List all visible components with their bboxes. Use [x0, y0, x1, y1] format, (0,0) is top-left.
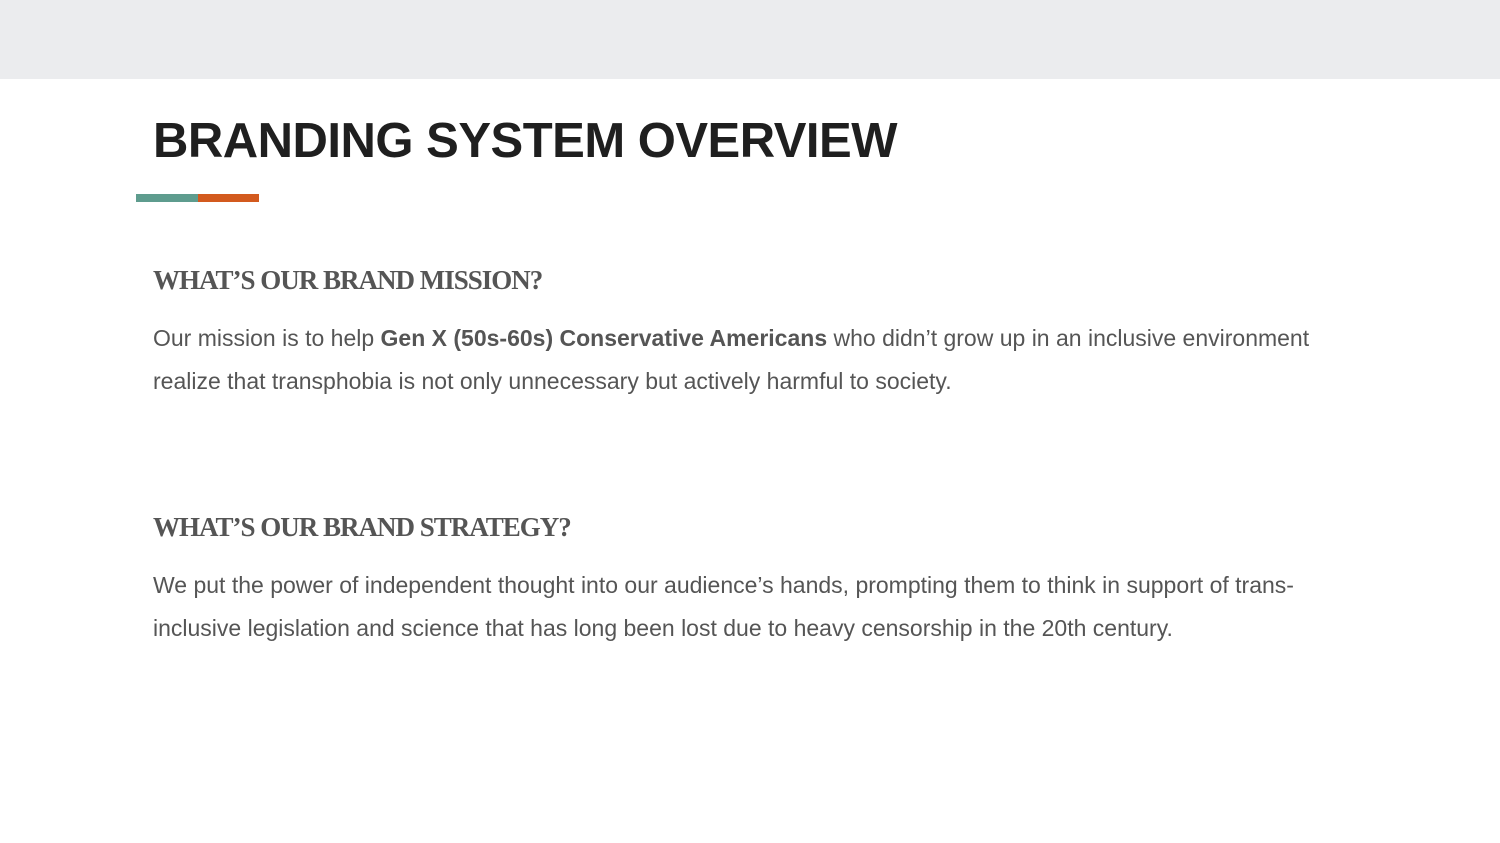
accent-bar-teal	[136, 194, 198, 202]
mission-text-end: who didn’t grow up in an inclusive environment realize that transphobia is not only unnecessary but actively harmful to society.	[153, 325, 1310, 394]
mission-paragraph	[153, 317, 1353, 402]
accent-bar-orange	[198, 194, 259, 202]
top-band	[0, 0, 1500, 79]
strategy-paragraph: We put the power of independent thought into our audience’s hands, prompting them to think in support of trans-inclusive legislation and science that has long been lost due to heavy censorship in the 20th century.	[153, 572, 1294, 641]
title-accent-bar	[136, 194, 259, 202]
mission-audience-bold: Gen X (50s-60s) Conservative Americans	[380, 325, 828, 351]
mission-text-start: Our mission is to help	[153, 325, 381, 351]
mission-heading: WHAT’S OUR BRAND MISSION?	[153, 265, 543, 295]
strategy-heading: WHAT’S OUR BRAND STRATEGY?	[153, 512, 571, 542]
slide-title: BRANDING SYSTEM OVERVIEW	[153, 114, 897, 168]
